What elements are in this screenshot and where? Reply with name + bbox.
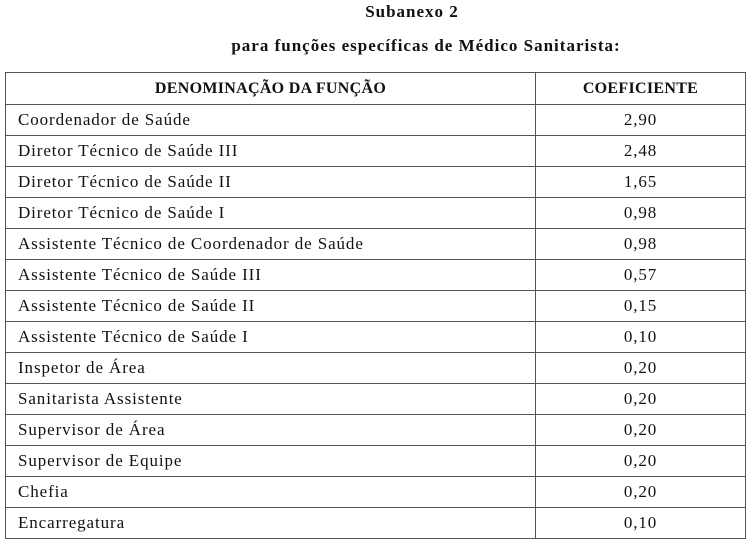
function-name-cell: Chefia bbox=[6, 477, 536, 508]
table-row bbox=[6, 229, 746, 260]
coefficient-cell: 2,90 bbox=[536, 105, 746, 136]
function-name-cell: Diretor Técnico de Saúde II bbox=[6, 167, 536, 198]
table-row bbox=[6, 322, 746, 353]
table-row bbox=[6, 198, 746, 229]
coefficient-cell: 0,20 bbox=[536, 384, 746, 415]
function-name-cell: Assistente Técnico de Saúde III bbox=[6, 260, 536, 291]
coefficient-cell: 0,20 bbox=[536, 446, 746, 477]
coefficient-table bbox=[5, 72, 746, 539]
function-name-cell: Supervisor de Área bbox=[6, 415, 536, 446]
coefficient-cell: 2,48 bbox=[536, 136, 746, 167]
table-row bbox=[6, 167, 746, 198]
header-coefficient: COEFICIENTE bbox=[536, 73, 746, 105]
coefficient-cell: 0,57 bbox=[536, 260, 746, 291]
function-name-cell: Inspetor de Área bbox=[6, 353, 536, 384]
coefficient-cell: 0,98 bbox=[536, 229, 746, 260]
function-name-cell: Assistente Técnico de Saúde I bbox=[6, 322, 536, 353]
coefficient-cell: 0,98 bbox=[536, 198, 746, 229]
table-row bbox=[6, 105, 746, 136]
coefficient-cell: 0,20 bbox=[536, 353, 746, 384]
coefficient-cell: 0,15 bbox=[536, 291, 746, 322]
table-row bbox=[6, 477, 746, 508]
table-row bbox=[6, 415, 746, 446]
coefficient-cell: 0,20 bbox=[536, 415, 746, 446]
table-row bbox=[6, 136, 746, 167]
coefficient-cell: 0,20 bbox=[536, 477, 746, 508]
function-name-cell: Supervisor de Equipe bbox=[6, 446, 536, 477]
function-name-cell: Coordenador de Saúde bbox=[6, 105, 536, 136]
header-function-name: DENOMINAÇÃO DA FUNÇÃO bbox=[6, 73, 536, 105]
function-name-cell: Assistente Técnico de Coordenador de Saúde bbox=[6, 229, 536, 260]
table-row bbox=[6, 260, 746, 291]
table-row bbox=[6, 446, 746, 477]
document-subtitle: para funções específicas de Médico Sanitarista: bbox=[231, 36, 621, 55]
table-header-row bbox=[6, 73, 746, 105]
function-name-cell: Encarregatura bbox=[6, 508, 536, 539]
coefficient-cell: 0,10 bbox=[536, 508, 746, 539]
function-name-cell: Diretor Técnico de Saúde I bbox=[6, 198, 536, 229]
table-row bbox=[6, 384, 746, 415]
coefficient-cell: 0,10 bbox=[536, 322, 746, 353]
coefficient-cell: 1,65 bbox=[536, 167, 746, 198]
table-row bbox=[6, 508, 746, 539]
function-name-cell: Sanitarista Assistente bbox=[6, 384, 536, 415]
table-row bbox=[6, 291, 746, 322]
function-name-cell: Diretor Técnico de Saúde III bbox=[6, 136, 536, 167]
document-title: Subanexo 2 bbox=[365, 2, 459, 21]
table-row bbox=[6, 353, 746, 384]
function-name-cell: Assistente Técnico de Saúde II bbox=[6, 291, 536, 322]
